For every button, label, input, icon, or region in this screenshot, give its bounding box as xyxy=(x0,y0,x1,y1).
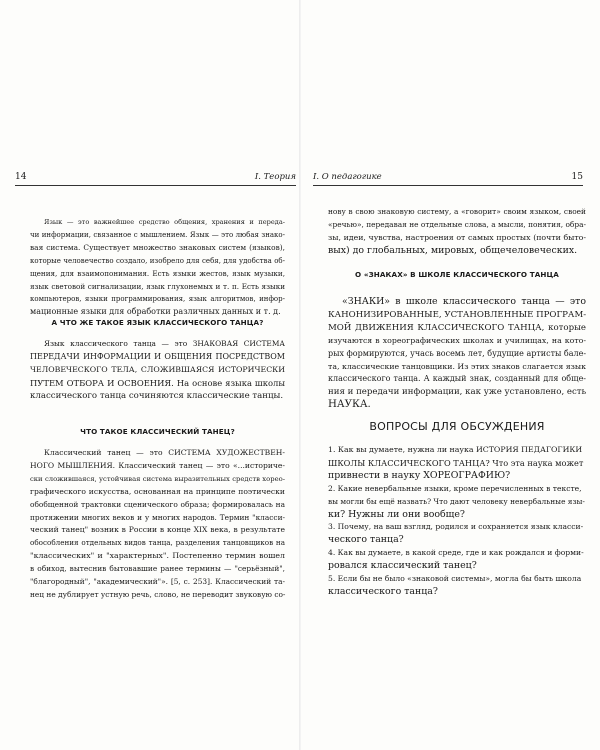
running-head: I. О педагогике xyxy=(313,172,382,182)
text-line: классического танца. А каждый знак, созданный для обще- xyxy=(328,374,586,384)
question-line: ки? Нужны ли они вообще? xyxy=(328,508,465,520)
text-line: ЧЕЛОВЕЧЕСКОГО ТЕЛА, СЛОЖИВШАЯСЯ ИСТОРИЧЕСКИ xyxy=(30,364,285,374)
text-line: "благородный", "академический"». [5, с. 253]. Классический та- xyxy=(30,577,285,587)
text-line: «ЗНАКИ» в школе классического танца — это xyxy=(342,296,586,307)
section-heading: ЧТО ТАКОЕ КЛАССИЧЕСКИЙ ТАНЕЦ? xyxy=(80,427,235,436)
paragraph xyxy=(30,447,285,602)
text-line: обобщенной трактовки сценического образа; формировалась на xyxy=(30,499,285,509)
header-rule xyxy=(313,185,583,186)
text-line: НАУКА. xyxy=(328,399,371,411)
text-line: компьютеров, языки программирования, язык алгоритмов, инфор- xyxy=(30,295,285,304)
section-heading: А ЧТО ЖЕ ТАКОЕ ЯЗЫК КЛАССИЧЕСКОГО ТАНЦА? xyxy=(51,318,264,327)
question-line: ШКОЛЫ КЛАССИЧЕСКОГО ТАНЦА? Что эта наука может xyxy=(328,457,584,468)
right-page xyxy=(301,0,600,750)
left-page-header xyxy=(15,170,296,184)
text-line: чи информации, связанное с мышлением. Язык — это любая знако- xyxy=(30,230,285,239)
discussion-heading: ВОПРОСЫ ДЛЯ ОБСУЖДЕНИЯ xyxy=(369,420,545,433)
text-line: нову в свою знаковую систему, а «говорит» своим языком, своей xyxy=(328,207,586,216)
text-line: ски сложившаяся, устойчивая система выразительных средств хорео- xyxy=(30,474,285,483)
right-page-header xyxy=(313,170,583,184)
text-line: которые человечество создало, изобрело для себя, для удобства об- xyxy=(30,256,285,265)
text-line: нец не дублирует устную речь, слово, не переводит звуковую со- xyxy=(30,589,286,599)
text-line: НОГО МЫШЛЕНИЯ. Классический танец — это «...историче- xyxy=(30,460,285,470)
paragraph xyxy=(328,296,586,412)
page-number: 14 xyxy=(15,172,27,182)
text-line: обособления отдельных видов танца, разделения танцовщиков на xyxy=(30,538,285,548)
text-line: "классических" и "характерных". Постепенно термин вошел xyxy=(30,551,285,561)
left-page xyxy=(0,0,299,750)
paragraph xyxy=(30,338,285,403)
text-line: мационные языки для обработки различных данных и т. д. xyxy=(30,307,281,317)
text-line: Классический танец — это СИСТЕМА ХУДОЖЕСТВЕН- xyxy=(44,448,285,457)
intro-paragraph xyxy=(30,216,285,319)
text-line: Язык классического танца — это ЗНАКОВАЯ СИСТЕМА xyxy=(44,339,285,348)
running-head: I. Теория xyxy=(254,172,296,182)
question-line: 4. Как вы думаете, в какой среде, где и как рождался и форми- xyxy=(328,548,584,558)
text-line: в обиход, вытеснив бытовавшие ранее термины — "серьёзный", xyxy=(30,564,285,574)
text-line: ния и передачи информации, как уже установлено, есть xyxy=(328,387,587,398)
text-line: «речью», передавая не отдельные слова, а мысли, понятия, обра- xyxy=(328,219,586,229)
question-line: вы могли бы ещё назвать? Что дают человеку невербальные язы- xyxy=(328,496,585,506)
text-line: графического искусства, основанная на принципе поэтически xyxy=(30,486,285,496)
paragraph xyxy=(328,206,586,258)
question-line: 2. Какие невербальные языки, кроме перечисленных в тексте, xyxy=(328,483,582,493)
section-heading: О «ЗНАКАХ» В ШКОЛЕ КЛАССИЧЕСКОГО ТАНЦА xyxy=(355,270,559,279)
paragraph xyxy=(30,216,285,319)
text-line: вых) до глобальных, мировых, общечеловеческих. xyxy=(328,244,578,256)
text-line: изучаются в хореографических школах и училищах, на кото- xyxy=(328,335,586,345)
question-line: классического танца? xyxy=(328,585,438,597)
text-line: ПЕРЕДАЧИ ИНФОРМАЦИИ И ОБЩЕНИЯ ПОСРЕДСТВОМ xyxy=(30,351,285,361)
text-line: МОЙ ДВИЖЕНИЯ КЛАССИЧЕСКОГО ТАНЦА, которые xyxy=(328,322,586,333)
question-line: 5. Если бы не было «знаковой системы», могла бы быть школа xyxy=(328,574,582,584)
question-line: 1. Как вы думаете, нужна ли наука ИСТОРИЯ ПЕДАГОГИКИ xyxy=(328,445,583,454)
continuation-paragraph xyxy=(328,206,586,258)
text-line: Язык — это важнейшее средство общения, хранения и переда- xyxy=(44,218,285,226)
section-paragraph xyxy=(30,338,285,403)
question-line: 3. Почему, на ваш взгляд, родился и сохраняется язык класси- xyxy=(328,522,584,532)
text-line: вая система. Существует множество знаковых систем (языков), xyxy=(30,242,285,252)
paragraph xyxy=(328,444,586,599)
text-line: та, классические танцовщики. Из этих знаков слагается язык xyxy=(328,361,586,371)
text-line: классического танца сочиняются классические танцы. xyxy=(30,390,284,401)
text-line: ПУТЕМ ОТБОРА И ОСВОЕНИЯ. На основе языка школы xyxy=(30,377,285,388)
text-line: КАНОНИЗИРОВАННЫЕ, УСТАНОВЛЕННЫЕ ПРОГРАМ- xyxy=(328,309,587,320)
question-line: ческого танца? xyxy=(328,534,404,546)
header-rule xyxy=(15,185,296,186)
text-line: рых формируются, учась восемь лет, будущие артисты бале- xyxy=(328,348,587,358)
page-number: 15 xyxy=(571,172,583,182)
section-paragraph xyxy=(328,296,586,412)
section-paragraph xyxy=(30,447,285,602)
question-line: привнести в науку ХОРЕОГРАФИЮ? xyxy=(328,469,511,481)
questions-list xyxy=(328,444,586,599)
question-line: ровался классический танец? xyxy=(328,560,477,572)
text-line: протяжении многих веков и у многих народов. Термин "класси- xyxy=(30,512,285,522)
text-line: язык световой сигнализации, язык глухонемых и т. п. Есть языки xyxy=(30,281,285,291)
text-line: щения, для взаимопонимания. Есть языки жестов, язык музыки, xyxy=(30,268,285,278)
text-line: зы, идеи, чувства, настроения от самых простых (почти быто- xyxy=(328,232,586,242)
text-line: ческий танец" возник в России в конце XIX века, в результате xyxy=(30,525,285,535)
